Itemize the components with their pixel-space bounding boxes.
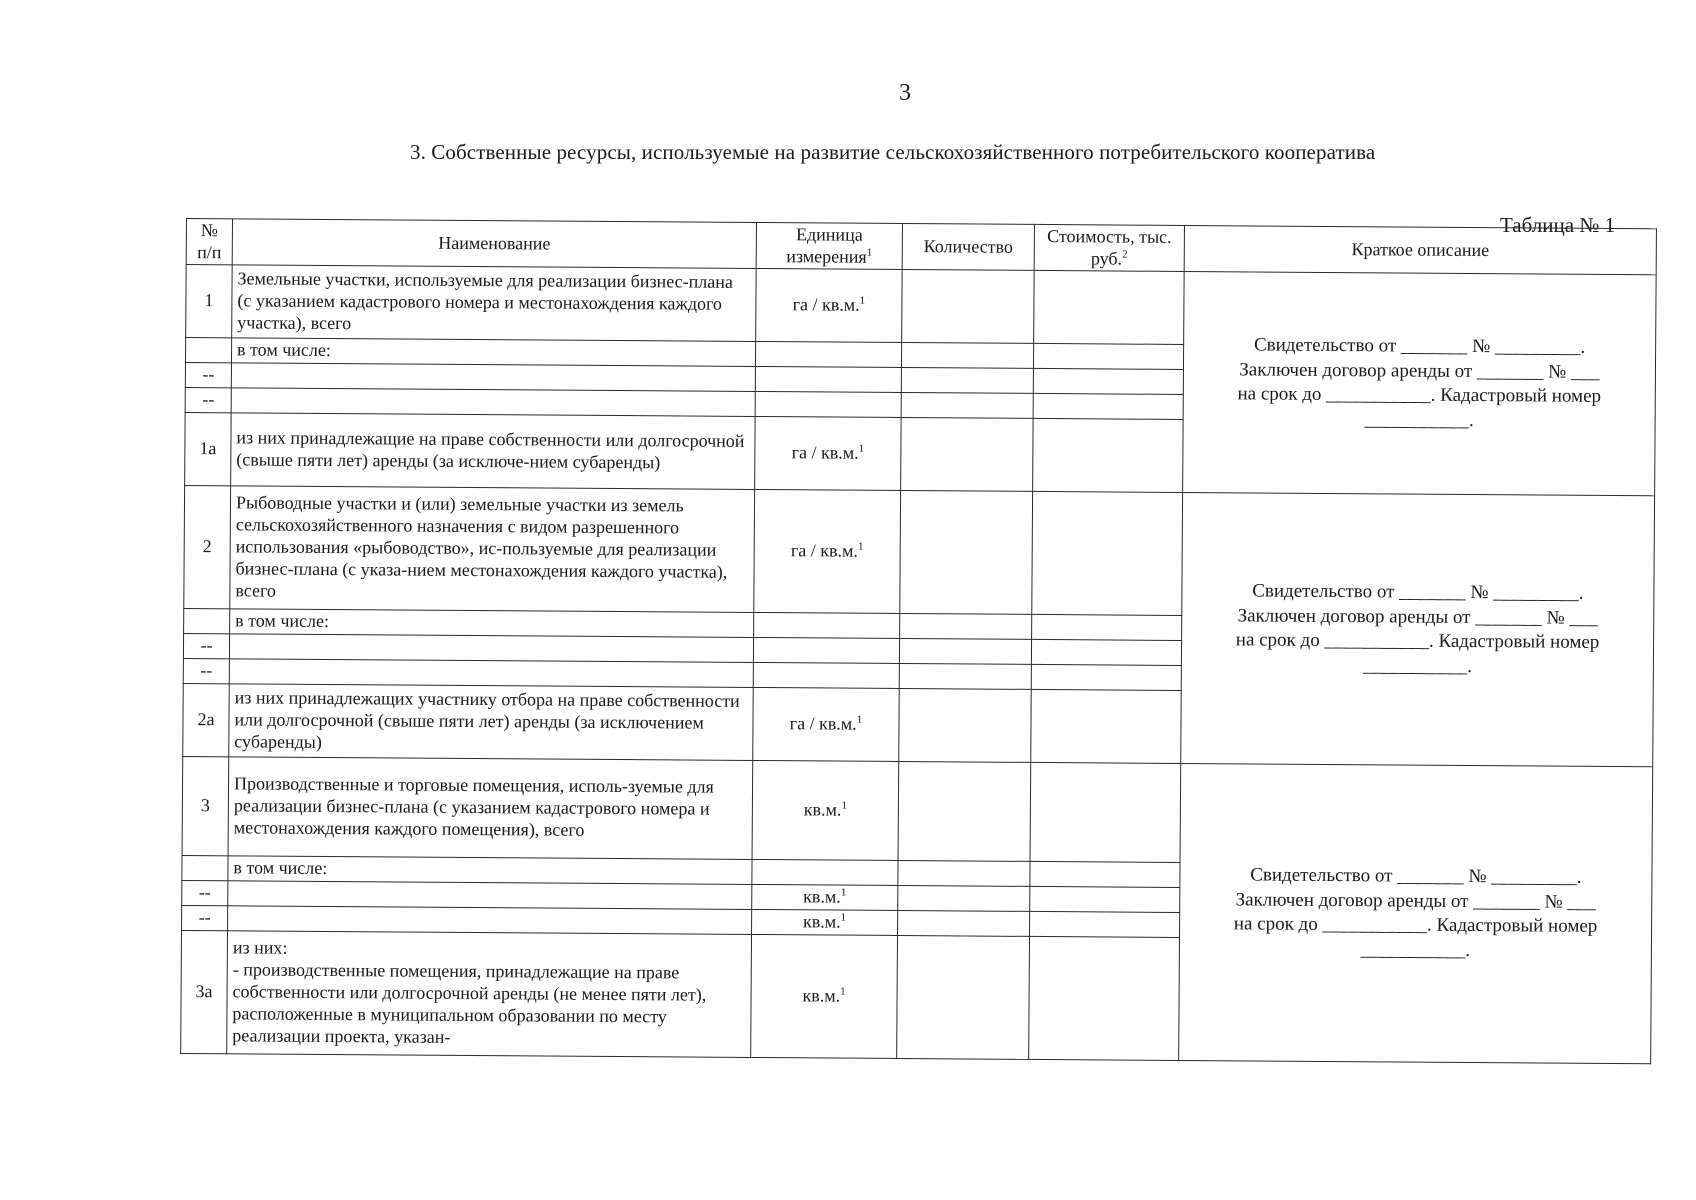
row-name-line: - производственные помещения, принадлежащие на праве собственности или долгосрочной аренды (не менее пяти лет), расположенные в муниципальном образовании по месту реализации проекта, указан- xyxy=(232,959,707,1047)
row-unit xyxy=(754,490,901,614)
resources-table xyxy=(180,218,1657,1064)
row-no: -- xyxy=(185,388,231,413)
name-cell[interactable] xyxy=(229,634,753,663)
unit-cell[interactable] xyxy=(754,613,900,639)
quantity-cell[interactable] xyxy=(899,689,1032,763)
row-no: 2а xyxy=(183,684,230,757)
quantity-cell[interactable] xyxy=(898,762,1031,862)
row-unit-label: га / кв.м. xyxy=(792,294,860,315)
row-unit-footnote: 1 xyxy=(840,985,846,998)
quantity-cell[interactable] xyxy=(901,418,1034,492)
quantity-cell[interactable] xyxy=(900,614,1032,640)
row-name: в том числе: xyxy=(228,856,752,885)
cost-cell[interactable] xyxy=(1032,492,1183,616)
description-line: Заключен договор аренды от _______ № ___ xyxy=(1235,888,1596,913)
row-unit xyxy=(752,885,898,911)
cost-cell[interactable] xyxy=(1029,937,1180,1061)
row-no: -- xyxy=(183,634,229,659)
header-name: Наименование xyxy=(232,219,756,269)
quantity-cell[interactable] xyxy=(901,393,1033,419)
row-unit-footnote: 1 xyxy=(840,911,847,924)
row-unit-footnote: 1 xyxy=(840,886,847,899)
unit-cell[interactable] xyxy=(753,638,899,664)
row-unit-label: га / кв.м. xyxy=(789,713,857,734)
unit-cell[interactable] xyxy=(755,392,901,418)
row-unit-label: га / кв.м. xyxy=(790,540,859,561)
description-line: на срок до ___________. Кадастровый номер xyxy=(1233,913,1598,938)
description-line: Свидетельство от _______ № _________. xyxy=(1250,864,1582,888)
unit-cell[interactable] xyxy=(755,367,901,393)
description-line: Свидетельство от _______ № _________. xyxy=(1253,334,1586,358)
row-unit-label: кв.м. xyxy=(802,911,841,932)
row-unit-label: кв.м. xyxy=(802,985,841,1006)
description-cell-premises[interactable] xyxy=(1179,764,1653,1064)
row-unit-label: кв.м. xyxy=(803,886,841,907)
header-unit xyxy=(756,222,902,269)
unit-cell[interactable] xyxy=(753,663,899,689)
row-unit-footnote: 1 xyxy=(858,442,865,455)
name-cell[interactable] xyxy=(231,363,755,392)
row-no xyxy=(184,609,230,634)
row-unit xyxy=(751,935,898,1059)
table-row xyxy=(182,757,1653,866)
row-no: 3 xyxy=(182,757,229,856)
cost-cell[interactable] xyxy=(1031,690,1182,764)
cost-cell[interactable] xyxy=(1030,763,1181,863)
row-no: -- xyxy=(182,881,228,906)
unit-cell[interactable] xyxy=(755,342,901,368)
table-row xyxy=(186,265,1656,348)
cost-cell[interactable] xyxy=(1034,271,1185,345)
row-no: 2 xyxy=(184,486,231,609)
cost-cell[interactable] xyxy=(1030,862,1180,888)
quantity-cell[interactable] xyxy=(901,343,1033,369)
cost-cell[interactable] xyxy=(1033,369,1183,395)
row-unit-footnote: 1 xyxy=(857,540,864,553)
quantity-cell[interactable] xyxy=(898,886,1030,912)
description-line: Заключен договор аренды от _______ № ___ xyxy=(1239,358,1600,383)
row-name: в том числе: xyxy=(231,338,755,367)
row-no xyxy=(185,338,231,363)
header-unit-label: Единица измерения xyxy=(786,224,867,267)
description-line: Свидетельство от _______ № _________. xyxy=(1252,580,1584,604)
cost-cell[interactable] xyxy=(1030,887,1180,913)
row-name: Рыбоводные участки и (или) земельные участки из земель сельскохозяйственного назначения с видом разрешенного использования «рыбоводство», ис-пользуемые для реализации бизнес-плана (с указа-нием местонахождения каждого участка), всего xyxy=(230,486,755,613)
row-unit xyxy=(752,761,899,861)
cost-cell[interactable] xyxy=(1032,615,1182,641)
row-unit-label: кв.м. xyxy=(803,799,842,820)
header-quantity: Количество xyxy=(902,224,1034,271)
row-unit xyxy=(752,910,898,936)
cost-cell[interactable] xyxy=(1033,344,1183,370)
header-cost-footnote: 2 xyxy=(1122,248,1128,261)
description-line: ___________. xyxy=(1364,409,1474,431)
quantity-cell[interactable] xyxy=(899,639,1031,665)
cost-cell[interactable] xyxy=(1031,665,1181,691)
description-line: ___________. xyxy=(1360,939,1471,961)
header-unit-footnote: 1 xyxy=(866,246,873,259)
name-cell[interactable] xyxy=(228,881,752,910)
name-cell[interactable] xyxy=(228,906,752,935)
row-no: -- xyxy=(182,906,228,931)
row-name xyxy=(227,931,752,1058)
row-name: из них принадлежащих участнику отбора на праве собственности или долгосрочной (свыше пяти лет) аренды (за исключением субаренды) xyxy=(229,684,753,761)
row-unit xyxy=(755,417,902,491)
row-no: 1а xyxy=(185,413,232,486)
header-description: Краткое описание xyxy=(1184,225,1656,274)
quantity-cell[interactable] xyxy=(899,664,1031,690)
quantity-cell[interactable] xyxy=(901,368,1033,394)
name-cell[interactable] xyxy=(231,388,755,417)
row-unit-footnote: 1 xyxy=(841,799,848,812)
description-line: на срок до ___________. Кадастровый номер xyxy=(1235,629,1600,654)
row-name: из них принадлежащие на праве собственности или долгосрочной (свыше пяти лет) аренды (за исключе-нием субаренды) xyxy=(231,413,755,490)
quantity-cell[interactable] xyxy=(902,270,1035,344)
row-name: в том числе: xyxy=(230,609,754,638)
name-cell[interactable] xyxy=(229,659,753,688)
row-unit-footnote: 1 xyxy=(856,713,863,726)
cost-cell[interactable] xyxy=(1033,394,1183,420)
quantity-cell[interactable] xyxy=(898,861,1030,887)
cost-cell[interactable] xyxy=(1031,640,1181,666)
row-name: Производственные и торговые помещения, исполь-зуемые для реализации бизнес-плана (с указанием кадастрового номера и местонахождения каждого помещения), всего xyxy=(228,757,753,860)
row-unit xyxy=(756,269,903,343)
page-number: 3 xyxy=(899,80,911,106)
row-no: -- xyxy=(183,659,229,684)
header-cost-label: Стоимость, тыс. руб. xyxy=(1047,226,1172,269)
row-unit-label: га / кв.м. xyxy=(791,442,859,463)
row-name-line: из них: xyxy=(232,937,288,959)
table-row xyxy=(184,486,1655,619)
unit-cell[interactable] xyxy=(752,860,898,886)
cost-cell[interactable] xyxy=(1030,912,1180,938)
quantity-cell[interactable] xyxy=(900,491,1033,615)
header-no: № п/п xyxy=(186,219,232,266)
description-line: Заключен договор аренды от _______ № ___ xyxy=(1237,604,1598,629)
description-cell-land[interactable] xyxy=(1183,272,1657,496)
cost-cell[interactable] xyxy=(1033,419,1184,493)
quantity-cell[interactable] xyxy=(898,911,1030,937)
row-unit-footnote: 1 xyxy=(859,294,866,307)
row-no xyxy=(182,856,228,881)
row-no: -- xyxy=(185,363,231,388)
header-cost xyxy=(1034,224,1184,271)
quantity-cell[interactable] xyxy=(897,936,1030,1060)
row-unit xyxy=(753,688,900,762)
row-no: 1 xyxy=(186,265,233,338)
row-name: Земельные участки, используемые для реализации бизнес-плана (с указанием кадастрового номера и местонахождения каждого участка), всего xyxy=(232,265,756,342)
description-line: ___________. xyxy=(1362,655,1473,677)
row-no: 3а xyxy=(181,931,228,1054)
table-label: Таблица № 1 xyxy=(1500,213,1616,237)
section-title: 3. Собственные ресурсы, используемые на развитие сельскохозяйственного потребительского кооператива xyxy=(410,140,1376,164)
description-line: на срок до ___________. Кадастровый номер xyxy=(1237,383,1602,408)
description-cell-fish[interactable] xyxy=(1181,493,1655,767)
